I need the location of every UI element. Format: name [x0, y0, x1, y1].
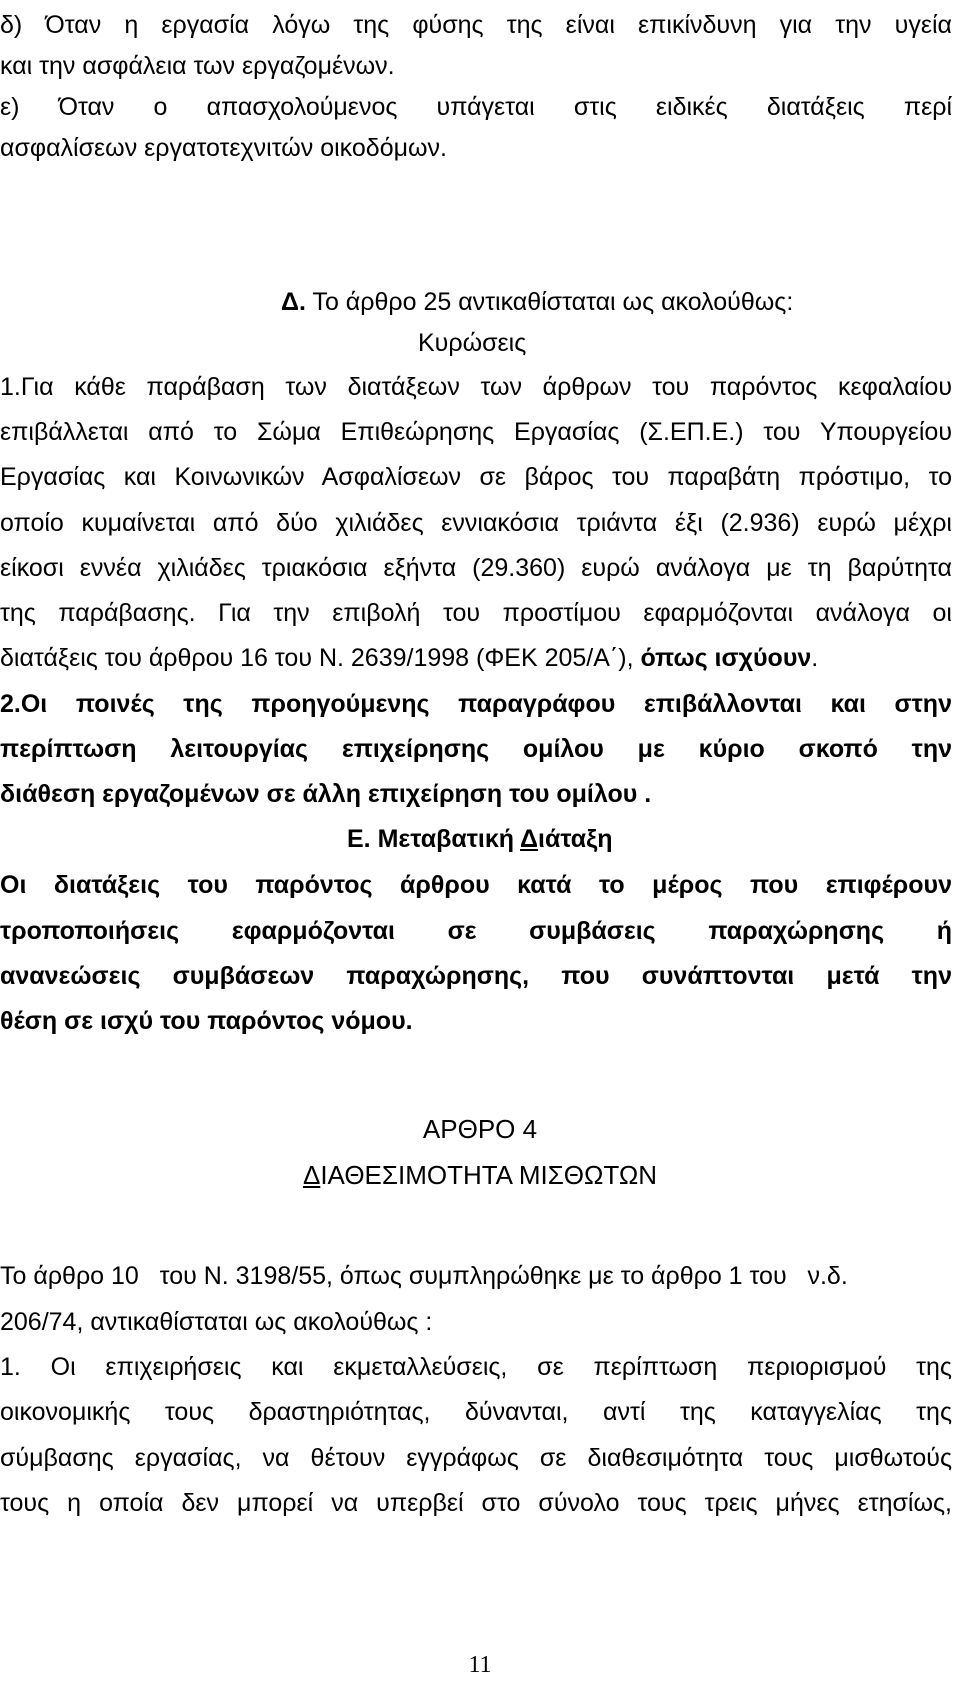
- section-d-letter: Δ.: [281, 288, 306, 316]
- text-line: 2.Οι ποινές της προηγούμενης παραγράφου επιβάλλονται και στην: [0, 690, 952, 718]
- section-d-heading: [281, 285, 881, 319]
- text-line: τροποποιήσεις εφαρμόζονται σε συμβάσεις παραχώρησης ή: [0, 917, 952, 945]
- text-line: τους η οποία δεν μπορεί να υπερβεί στο σύνολο τους τρεις μήνες ετησίως,: [0, 1489, 952, 1517]
- text-line: διάθεση εργαζομένων σε άλλη επιχείρηση του ομίλου .: [0, 780, 652, 808]
- text-line: Το άρθρο 10 του Ν. 3198/55, όπως συμπληρώθηκε με το άρθρο 1 του ν.δ.: [0, 1262, 848, 1290]
- article-subtitle-rest: ΙΑΘΕΣΙΜΟΤΗΤΑ ΜΙΣΘΩΤΩΝ: [320, 1160, 658, 1190]
- article-title: ΑΡΘΡΟ 4: [422, 1114, 538, 1144]
- text-line: δ) Όταν η εργασία λόγω της φύσης της είναι επικίνδυνη για την υγεία: [0, 11, 952, 39]
- text-line: θέση σε ισχύ του παρόντος νόμου.: [0, 1007, 413, 1035]
- section-e-heading: [347, 822, 847, 856]
- text-line: περίπτωση λειτουργίας επιχείρησης ομίλου με κύριο σκοπό την: [0, 735, 952, 763]
- text-line: ασφαλίσεων εργατοτεχνιτών οικοδόμων.: [0, 134, 447, 162]
- text-line: και την ασφάλεια των εργαζομένων.: [0, 52, 395, 80]
- section-d-subheading: Κυρώσεις: [418, 329, 527, 357]
- article-subtitle-underlined: Δ: [302, 1160, 321, 1190]
- text-line: επιβάλλεται από το Σώμα Επιθεώρησης Εργασίας (Σ.ΕΠ.Ε.) του Υπουργείου: [0, 418, 952, 446]
- text-line: 1.Για κάθε παράβαση των διατάξεων των άρθρων του παρόντος κεφαλαίου: [0, 373, 952, 401]
- text-line: Εργασίας και Κοινωνικών Ασφαλίσεων σε βάρος του παραβάτη πρόστιμο, το: [0, 463, 952, 491]
- text-line: Οι διατάξεις του παρόντος άρθρου κατά το μέρος που επιφέρουν: [0, 871, 952, 899]
- text-line: ανανεώσεις συμβάσεων παραχώρησης, που συνάπτονται μετά την: [0, 962, 952, 990]
- section-e-prefix: Ε. Μεταβατική: [347, 825, 521, 853]
- text-line: 1. Οι επιχειρήσεις και εκμεταλλεύσεις, σε περίπτωση περιορισμού της: [0, 1353, 952, 1381]
- para1-last-normal: διατάξεις του άρθρου 16 του Ν. 2639/1998 (ΦΕΚ 205/Α΄),: [0, 644, 641, 672]
- text-line: [0, 641, 960, 675]
- text-line: οποίο κυμαίνεται από δύο χιλιάδες εννιακόσια τριάντα έξι (2.936) ευρώ μέχρι: [0, 509, 952, 537]
- section-d-heading-text: Το άρθρο 25 αντικαθίσταται ως ακολούθως:: [305, 288, 794, 316]
- section-e-rest: ιάταξη: [538, 825, 613, 853]
- text-line: 206/74, αντικαθίσταται ως ακολούθως :: [0, 1308, 433, 1336]
- text-line: οικονομικής τους δραστηριότητας, δύνανται, αντί της καταγγελίας της: [0, 1398, 952, 1426]
- article-subtitle: [0, 1158, 960, 1192]
- page-number: 11: [468, 1652, 492, 1678]
- text-line: είκοσι εννέα χιλιάδες τριακόσια εξήντα (29.360) ευρώ ανάλογα με τη βαρύτητα: [0, 554, 952, 582]
- para1-last-bold: όπως ισχύουν: [640, 644, 812, 672]
- text-line: της παράβασης. Για την επιβολή του προστίμου εφαρμόζονται ανάλογα οι: [0, 599, 952, 627]
- section-e-underlined: Δ: [520, 825, 539, 853]
- para1-last-tail: .: [811, 644, 819, 672]
- text-line: ε) Όταν ο απασχολούμενος υπάγεται στις ειδικές διατάξεις περί: [0, 93, 952, 121]
- text-line: σύμβασης εργασίας, να θέτουν εγγράφως σε διαθεσιμότητα τους μισθωτούς: [0, 1444, 952, 1472]
